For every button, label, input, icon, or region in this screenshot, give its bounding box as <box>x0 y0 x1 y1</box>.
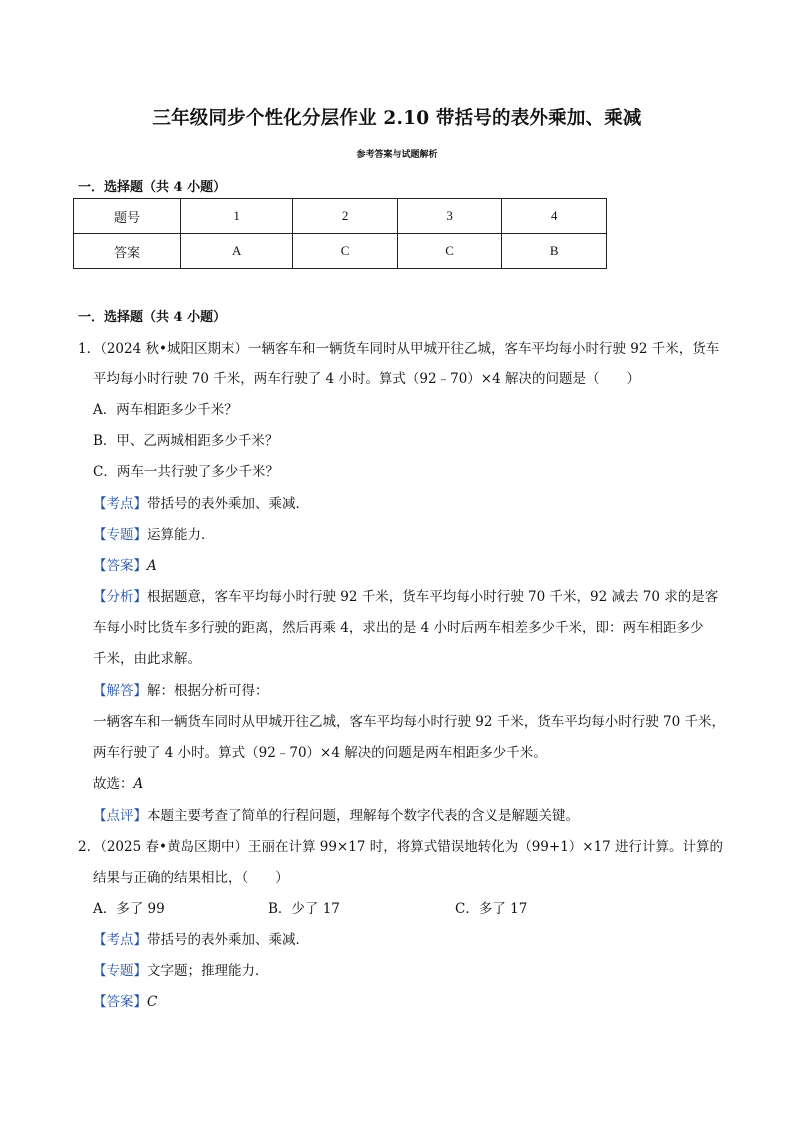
kaodian-text: 带括号的表外乘加、乘减． <box>147 932 309 948</box>
q2-option-b: B．少了 17 <box>268 901 340 917</box>
guxuan-answer: A <box>133 776 144 792</box>
q2-option-a: A．多了 99 <box>93 901 165 917</box>
table-cell: 4 <box>502 199 607 234</box>
q2-stem-line1: 2．（2025 春•黄岛区期中）王丽在计算 99×17 时，将算式错误地转化为（99+1）×17 进行计算。计算的 <box>78 839 724 855</box>
zhuanti-tag: 【专题】 <box>93 527 147 543</box>
table-header-cell: 答案 <box>74 234 181 269</box>
kaodian-text: 带括号的表外乘加、乘减． <box>147 496 309 512</box>
q1-guxuan <box>93 774 143 794</box>
jieda-text: 解：根据分析可得： <box>147 683 269 699</box>
q1-zhuanti <box>93 525 215 545</box>
daan-tag: 【答案】 <box>93 994 147 1010</box>
table-cell: A <box>181 234 293 269</box>
q1-option-a: A．两车相距多少千米？ <box>93 402 238 418</box>
fenxi-text-line1: 根据题意，客车平均每小时行驶 92 千米，货车平均每小时行驶 70 千米，92 减去 70 求的是客 <box>147 589 719 605</box>
guxuan-prefix: 故选： <box>93 776 134 792</box>
dianping-text: 本题主要考查了简单的行程问题，理解每个数字代表的含义是解题关键。 <box>147 808 579 824</box>
kaodian-tag: 【考点】 <box>93 496 147 512</box>
table-cell: 3 <box>397 199 502 234</box>
page-title: 三年级同步个性化分层作业 2.10 带括号的表外乘加、乘减 <box>152 108 642 129</box>
q1-stem-line2: 平均每小时行驶 70 千米，两车行驶了 4 小时。算式（92﹣70）×4 解决的问题是（ ） <box>93 371 640 387</box>
q1-daan <box>93 556 157 576</box>
q2-zhuanti <box>93 961 269 981</box>
q1-stem-line1: 1．（2024 秋•城阳区期末）一辆客车和一辆货车同时从甲城开往乙城，客车平均每小时行驶 92 千米，货车 <box>78 341 720 357</box>
q1-jieda-line2: 一辆客车和一辆货车同时从甲城开往乙城，客车平均每小时行驶 92 千米，货车平均每小时行驶 70 千米， <box>93 714 726 730</box>
daan-text: C <box>147 994 158 1010</box>
table-cell: B <box>502 234 607 269</box>
fenxi-tag: 【分析】 <box>93 589 147 605</box>
q1-fenxi-line3: 千米，由此求解。 <box>93 651 201 667</box>
q1-fenxi <box>93 587 718 607</box>
q1-dianping <box>93 806 579 826</box>
table-cell: C <box>293 234 398 269</box>
q2-stem-line2: 结果与正确的结果相比，（ ） <box>93 870 289 886</box>
table-cell: 2 <box>293 199 398 234</box>
table-cell: C <box>397 234 502 269</box>
zhuanti-text: 文字题；推理能力． <box>147 963 269 979</box>
table-row <box>74 199 607 234</box>
q1-fenxi-line2: 车每小时比货车多行驶的距离，然后再乘 4，求出的是 4 小时后两车相差多少千米，即：两车相距多少 <box>93 620 704 636</box>
zhuanti-tag: 【专题】 <box>93 963 147 979</box>
section-heading-solutions: 一．选择题（共 4 小题） <box>78 310 227 325</box>
kaodian-tag: 【考点】 <box>93 932 147 948</box>
table-cell: 1 <box>181 199 293 234</box>
daan-text: A <box>147 558 157 574</box>
table-header-cell: 题号 <box>74 199 181 234</box>
jieda-tag: 【解答】 <box>93 683 147 699</box>
table-row <box>74 234 607 269</box>
q1-jieda <box>93 681 269 701</box>
section-heading-answer-key: 一．选择题（共 4 小题） <box>78 180 227 195</box>
dianping-tag: 【点评】 <box>93 808 147 824</box>
q2-option-c: C．多了 17 <box>455 901 528 917</box>
answer-table <box>73 198 607 269</box>
q2-kaodian <box>93 930 309 950</box>
daan-tag: 【答案】 <box>93 558 147 574</box>
page-subtitle: 参考答案与试题解析 <box>356 150 438 160</box>
zhuanti-text: 运算能力． <box>147 527 215 543</box>
q2-daan <box>93 992 157 1012</box>
q1-option-b: B．甲、乙两城相距多少千米？ <box>93 433 279 449</box>
q1-option-c: C．两车一共行驶了多少千米？ <box>93 464 279 480</box>
q1-jieda-line3: 两车行驶了 4 小时。算式（92﹣70）×4 解决的问题是两车相距多少千米。 <box>93 745 547 761</box>
q1-kaodian <box>93 494 309 514</box>
